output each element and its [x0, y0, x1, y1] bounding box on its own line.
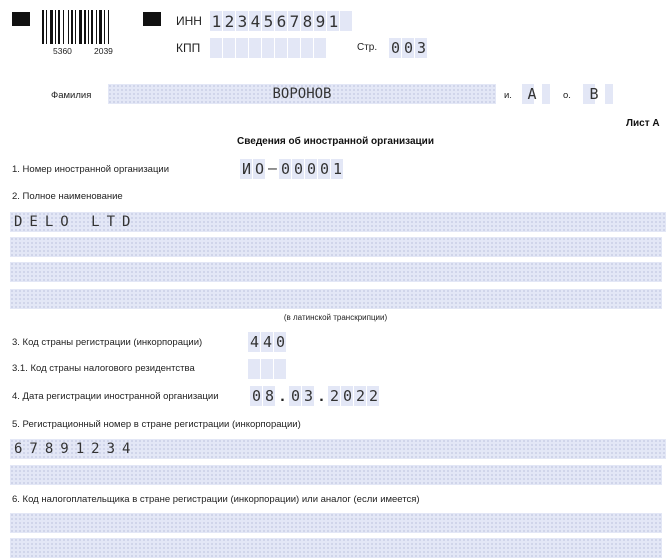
field3-label: 3. Код страны регистрации (инкорпорации): [12, 337, 203, 348]
inn-digit-cell: 2: [224, 11, 235, 31]
org-number-digit-cell: 1: [332, 160, 343, 178]
barcode-bar: [42, 10, 44, 44]
field5-label: 5. Регистрационный номер в стране регистрации (инкорпорации): [12, 419, 301, 430]
org-number-digit-cell: 0: [280, 160, 291, 178]
registration-number-line-1[interactable]: [10, 439, 666, 459]
initial-i-pad: [542, 84, 550, 104]
registration-mark-right: [143, 12, 161, 26]
field2-label: 2. Полное наименование: [12, 191, 123, 202]
inn-digit-cell: 9: [315, 11, 326, 31]
org-number-digit-cell: 0: [319, 160, 330, 178]
field1-label: 1. Номер иностранной организации: [12, 164, 170, 175]
org-number-digits: [279, 159, 344, 179]
barcode-bar: [71, 10, 73, 44]
date-year-digit-cell: 2: [329, 387, 340, 405]
kpp-field[interactable]: [210, 38, 327, 58]
date-month-digit-cell: 0: [290, 387, 301, 405]
registration-mark-left: [12, 12, 30, 26]
kpp-digit-cell: [301, 38, 314, 58]
country-code-digit-cell: 0: [275, 333, 286, 351]
barcode-bar: [63, 10, 64, 44]
date-separator-2: .: [319, 388, 324, 405]
kpp-digit-cell: [210, 38, 223, 58]
kpp-digit-cell: [314, 38, 327, 58]
full-name-value: DELO LTD: [14, 214, 138, 230]
inn-digit-cell: 5: [263, 11, 274, 31]
date-month: [289, 386, 315, 406]
date-day: [250, 386, 276, 406]
country-code-field[interactable]: [248, 332, 287, 352]
date-year-digit-cell: 0: [342, 387, 353, 405]
kpp-digit-cell: [275, 38, 288, 58]
org-number-dash: –: [268, 160, 277, 177]
initial-o-pad: [605, 84, 613, 104]
org-number-prefix: [240, 159, 266, 179]
barcode-bar: [108, 10, 109, 44]
barcode-bar: [79, 10, 82, 44]
surname-value: ВОРОНОВ: [272, 86, 332, 102]
inn-digit-cell: 8: [302, 11, 313, 31]
registration-date-field[interactable]: [250, 386, 380, 406]
kpp-digit-cell: [262, 38, 275, 58]
country-code-digit-cell: 4: [262, 333, 273, 351]
full-name-line-4[interactable]: [10, 289, 662, 309]
registration-number-line-2[interactable]: [10, 465, 662, 485]
initial-o-value: В: [589, 85, 599, 103]
inn-digit-cell: 6: [276, 11, 287, 31]
initial-o-label: о.: [563, 90, 571, 101]
date-separator-1: .: [280, 388, 285, 405]
inn-digit-cell: [340, 11, 353, 31]
barcode: [42, 10, 128, 44]
initial-o-cell: [583, 84, 605, 104]
date-day-digit-cell: 8: [264, 387, 275, 405]
inn-digit-cell: 1: [328, 11, 339, 31]
initial-i-field[interactable]: [522, 84, 550, 104]
full-name-line-1[interactable]: [10, 212, 666, 232]
date-year-digit-cell: 2: [368, 387, 379, 405]
date-year: [328, 386, 380, 406]
inn-digit-cell: 4: [250, 11, 261, 31]
surname-label: Фамилия: [51, 90, 92, 101]
taxpayer-code-line-2[interactable]: [10, 538, 662, 558]
country-code-digit-cell: 4: [249, 333, 260, 351]
initial-i-label: и.: [504, 90, 512, 101]
inn-label: ИНН: [176, 14, 202, 28]
initial-i-value: А: [527, 85, 537, 103]
tax-residency-digit-cell: [248, 359, 261, 379]
sheet-label: Лист А: [626, 118, 660, 129]
barcode-bar: [46, 10, 47, 44]
kpp-digit-cell: [288, 38, 301, 58]
page-digit-cell: 3: [416, 39, 427, 57]
barcode-bar: [75, 10, 76, 44]
taxpayer-code-line-1[interactable]: [10, 513, 662, 533]
kpp-label: КПП: [176, 41, 201, 55]
barcode-bar: [55, 10, 56, 44]
barcode-bar: [104, 10, 105, 44]
barcode-bar: [88, 10, 89, 44]
barcode-bar: [84, 10, 86, 44]
barcode-number-left: 5360: [53, 46, 72, 56]
inn-field[interactable]: [210, 11, 353, 31]
initial-i-cell: [522, 84, 542, 104]
initial-o-field[interactable]: [583, 84, 613, 104]
kpp-digit-cell: [249, 38, 262, 58]
registration-number-value: 67891234: [14, 441, 138, 457]
date-day-digit-cell: 0: [251, 387, 262, 405]
org-number-digit-cell: 0: [293, 160, 304, 178]
org-prefix-letter-cell: О: [254, 160, 265, 178]
barcode-number-right: 2039: [94, 46, 113, 56]
org-number-field[interactable]: [240, 159, 344, 179]
latin-note: (в латинской транскрипции): [283, 313, 388, 322]
full-name-line-3[interactable]: [10, 262, 662, 282]
org-prefix-letter-cell: И: [241, 160, 252, 178]
org-number-digit-cell: 0: [306, 160, 317, 178]
page-number-field[interactable]: [389, 38, 428, 58]
date-month-digit-cell: 3: [303, 387, 314, 405]
barcode-bar: [50, 10, 53, 44]
section-title: Сведения об иностранной организации: [237, 136, 434, 147]
date-year-digit-cell: 2: [355, 387, 366, 405]
barcode-bar: [58, 10, 60, 44]
field4-label: 4. Дата регистрации иностранной организации: [12, 391, 219, 402]
field6-label: 6. Код налогоплательщика в стране регистрации (инкорпорации) или аналог (если имеется): [12, 494, 420, 505]
field31-label: 3.1. Код страны налогового резидентства: [12, 363, 195, 374]
barcode-bar: [99, 10, 102, 44]
inn-digit-cell: 3: [237, 11, 248, 31]
inn-digit-cell: 7: [289, 11, 300, 31]
inn-digit-cell: 1: [211, 11, 222, 31]
full-name-line-2[interactable]: [10, 237, 662, 257]
tax-residency-digit-cell: [274, 359, 287, 379]
kpp-digit-cell: [223, 38, 236, 58]
barcode-bar: [68, 10, 69, 44]
page-label: Стр.: [357, 42, 378, 53]
page-digit-cell: 0: [403, 39, 414, 57]
tax-residency-digit-cell: [261, 359, 274, 379]
barcode-bars: [42, 10, 128, 44]
surname-field[interactable]: [108, 84, 496, 104]
barcode-bar: [96, 10, 97, 44]
barcode-bar: [91, 10, 93, 44]
page-digit-cell: 0: [390, 39, 401, 57]
tax-residency-code-field[interactable]: [248, 359, 287, 379]
kpp-digit-cell: [236, 38, 249, 58]
